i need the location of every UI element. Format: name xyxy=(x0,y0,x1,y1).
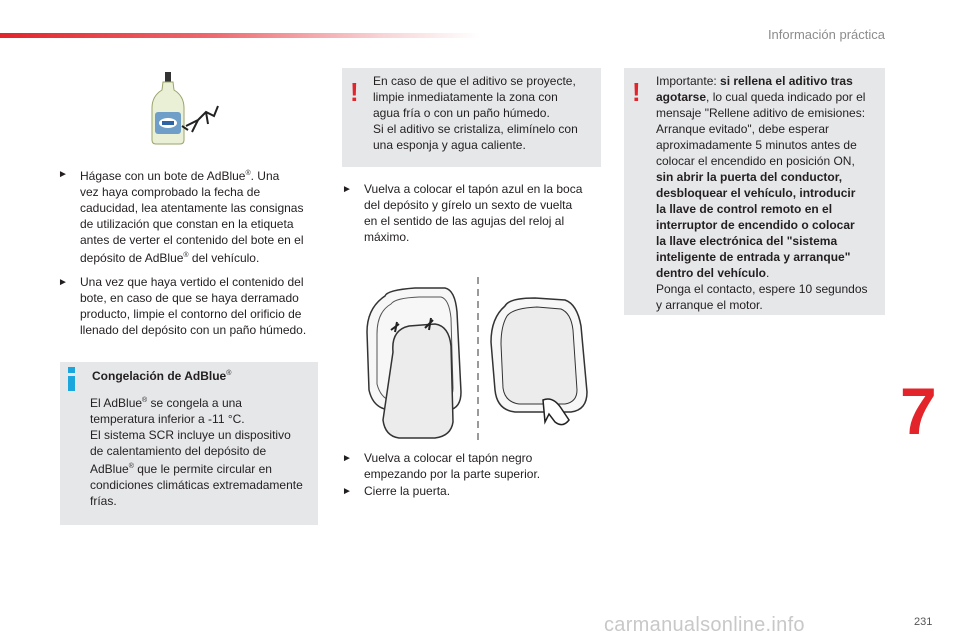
step-bullet-clean-spill: ► Una vez que haya vertido el contenido del bote, en caso de que se haya derramado producto, limpie el contorno del orificio de llenado del depósito con un paño húmedo. xyxy=(58,275,307,337)
bullet-arrow-icon: ► xyxy=(342,184,352,195)
bullet-arrow-icon: ► xyxy=(342,453,352,464)
header-accent-bar xyxy=(0,33,480,38)
warning-exclamation-icon: ! xyxy=(632,77,641,107)
warning-exclamation-icon: ! xyxy=(350,77,359,107)
watermark: carmanualsonline.info xyxy=(604,614,805,636)
bullet-arrow-icon: ► xyxy=(58,169,68,180)
step-bullet-get-bottle: ► Hágase con un bote de AdBlue®. Una vez haya comprobado la fecha de caducidad, lea atentamente las consignas de utilización que constan en la etiqueta antes de verter el contenido del bote en el depósito de AdBlue® del vehículo. xyxy=(58,169,304,265)
page-number: 231 xyxy=(914,616,933,628)
step-bullet-black-cap: ► Vuelva a colocar el tapón negro empezando por la parte superior. xyxy=(342,451,541,481)
info-box-body: El AdBlue® se congela a una temperatura inferior a -11 °C. El sistema SCR incluye un dispositivo de calentamiento del depósito de AdBlue® que le permite circular en condiciones climáticas extremadamente frías. xyxy=(90,396,303,508)
adblue-bottle-illustration xyxy=(148,68,226,146)
warning-box-spill-text: En caso de que el aditivo se proyecte, limpie inmediatamente la zona con agua fría o con un paño húmedo. Si el aditivo se cristaliza, elimínelo con una esponja y agua caliente. xyxy=(373,74,578,152)
section-title: Información práctica xyxy=(767,27,885,42)
step-bullet-blue-cap: ► Vuelva a colocar el tapón azul en la boca del depósito y gírelo un sexto de vuelta en el sentido de las agujas del reloj al máximo. xyxy=(342,182,583,244)
bullet-arrow-icon: ► xyxy=(58,277,68,288)
info-icon xyxy=(68,367,75,391)
fuel-flap-illustration xyxy=(355,272,600,447)
info-box-title: Congelación de AdBlue® xyxy=(92,369,232,383)
bullet-arrow-icon: ► xyxy=(342,486,352,497)
step-bullet-close-door: ► Cierre la puerta. xyxy=(342,484,451,498)
warning-box-refill-text: Importante: si rellena el aditivo tras agotarse, lo cual queda indicado por el mensaje "Rellene aditivo de emisiones: Arranque evitado", debe esperar aproximadamente 5 minutos antes de colocar el encendido en posición ON, sin abrir la puerta del conductor, desbloquear el vehículo, introducir la llave de control remoto en el interruptor de encendido o colocar la llave electrónica del "sistema inteligente de entrada y arranque" dentro del vehículo. Ponga el contacto, espere 10 segundos y arranque el motor. xyxy=(656,74,868,312)
chapter-number: 7 xyxy=(900,374,937,448)
